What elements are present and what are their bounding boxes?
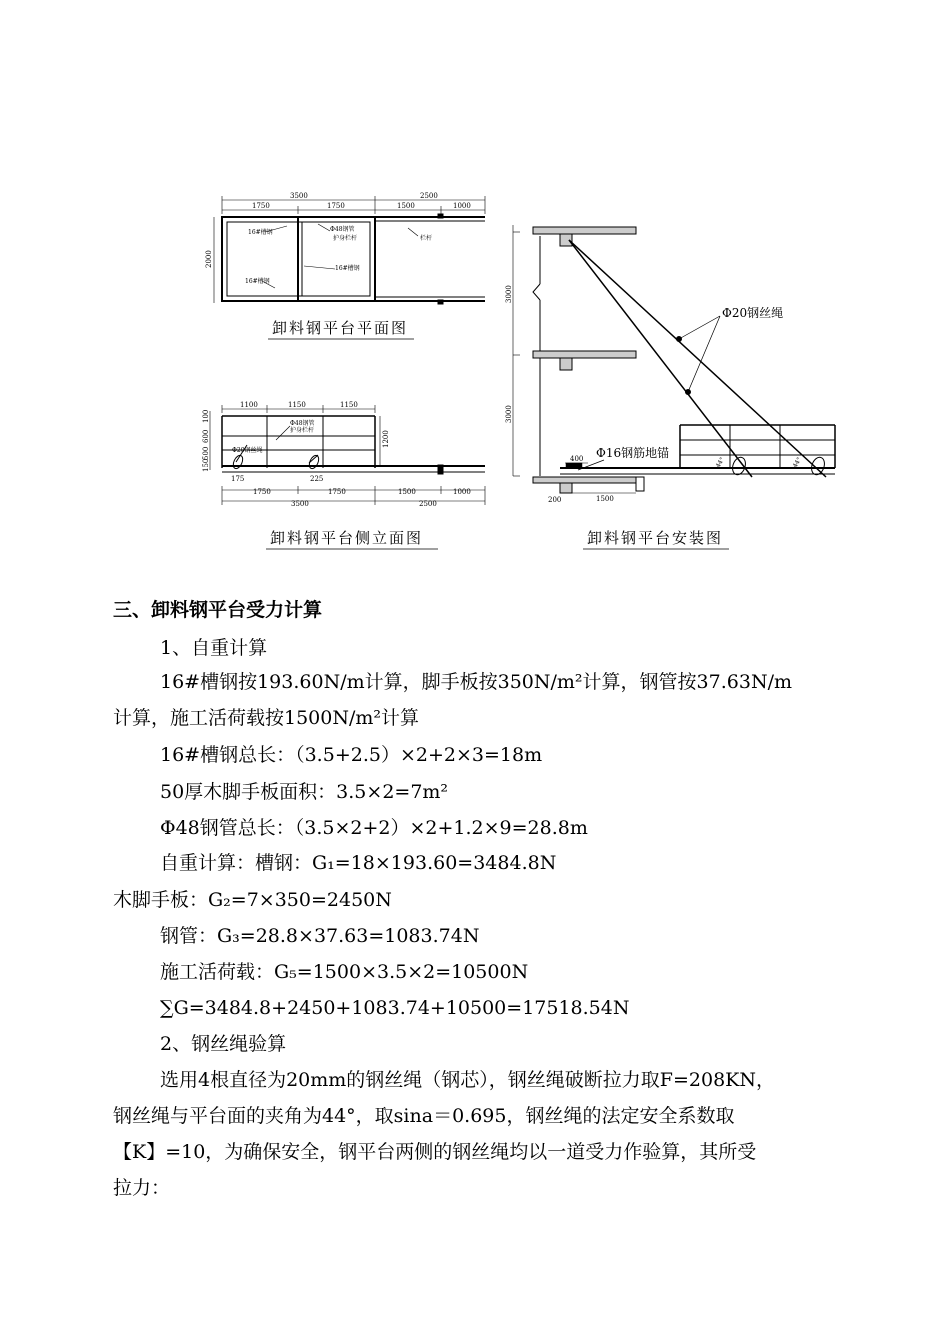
elev-dim-2500: 2500: [419, 500, 437, 508]
elev-dim-1100: 1100: [240, 401, 258, 409]
elev-dim-1000: 1000: [453, 488, 471, 496]
plan-dim-1000: 1000: [453, 202, 471, 210]
subsection-rope-check: 2、钢丝绳验算: [160, 1033, 287, 1055]
elev-dim-150: 150: [202, 458, 210, 472]
install-anchor-label: Φ16钢筋地锚: [596, 446, 670, 460]
elevation-caption: 卸料钢平台侧立面图: [270, 529, 424, 547]
plan-caption: 卸料钢平台平面图: [272, 319, 409, 337]
elev-dim-100: 100: [202, 409, 210, 423]
paragraph-1-line-2: 计算，施工活荷载按1500N/m²计算: [113, 707, 420, 729]
plan-dim-2000: 2000: [205, 250, 213, 268]
plan-dim-2500: 2500: [420, 192, 438, 200]
plan-dim-1750a: 1750: [252, 202, 270, 210]
plan-label-channel-2: 16#槽钢: [335, 265, 360, 272]
elev-dim-1750b: 1750: [328, 488, 346, 496]
elev-dim-500: 500: [202, 446, 210, 460]
paragraph-2-line-3: 【K】=10，为确保安全，钢平台两侧的钢丝绳均以一道受力作验算，其所受: [113, 1141, 757, 1163]
elev-label-guardrail: 护身栏杆: [290, 427, 315, 434]
plan-dim-1500: 1500: [397, 202, 415, 210]
paragraph-1-line-1: 16#槽钢按193.60N/m计算，脚手板按350N/m²计算，钢管按37.63N/m: [160, 671, 792, 693]
paragraph-2-line-1: 选用4根直径为20mm的钢丝绳（钢芯），钢丝绳破断拉力取F=208KN，: [160, 1069, 775, 1091]
channel-length: 16#槽钢总长：（3.5+2.5）×2+2×3=18m: [160, 744, 543, 766]
paragraph-2-line-2: 钢丝绳与平台面的夹角为44°，取sina＝0.695，钢丝绳的法定安全系数取: [113, 1105, 735, 1127]
elev-dim-175: 175: [231, 475, 245, 483]
elev-dim-600: 600: [202, 429, 210, 443]
install-dim-1500: 1500: [596, 495, 614, 503]
plan-dim-3500: 3500: [290, 192, 308, 200]
elev-dim-1750a: 1750: [253, 488, 271, 496]
drawings: [0, 0, 950, 580]
board-area: 50厚木脚手板面积：3.5×2=7m²: [160, 781, 449, 803]
section-title: 三、卸料钢平台受力计算: [113, 599, 323, 621]
elev-dim-1200: 1200: [382, 430, 390, 448]
install-dim-3000a: 3000: [505, 285, 513, 303]
weight-g1: 自重计算：槽钢：G₁=18×193.60=3484.8N: [160, 852, 557, 874]
elev-dim-225: 225: [310, 475, 324, 483]
plan-label-channel-1: 16#槽钢: [248, 229, 273, 236]
elev-dim-1150a: 1150: [288, 401, 306, 409]
elev-dim-1150b: 1150: [340, 401, 358, 409]
install-dim-3000b: 3000: [505, 405, 513, 423]
plan-view: [205, 192, 485, 339]
plan-label-guardrail: 护身栏杆: [333, 235, 358, 242]
plan-label-channel-3: 16#槽钢: [245, 278, 270, 285]
install-rope-label: Φ20钢丝绳: [722, 306, 784, 320]
weight-g5: 施工活荷载：G₅=1500×3.5×2=10500N: [160, 961, 529, 983]
elevation-view: [202, 401, 485, 549]
install-angle-1: 44°: [714, 456, 727, 469]
plan-dim-1750b: 1750: [327, 202, 345, 210]
elev-dim-1500: 1500: [398, 488, 416, 496]
plan-label-rail: 栏杆: [420, 235, 433, 242]
weight-g2: 木脚手板：G₂=7×350=2450N: [113, 889, 392, 911]
elev-label-rope: Φ20钢丝绳: [232, 447, 263, 454]
install-dim-400: 400: [570, 455, 584, 463]
plan-label-pipe: Φ48钢管: [330, 226, 355, 233]
elev-dim-3500: 3500: [291, 500, 309, 508]
install-angle-2: 44°: [791, 456, 804, 469]
weight-g3: 钢管：G₃=28.8×37.63=1083.74N: [160, 925, 480, 947]
pipe-length: Φ48钢管总长：（3.5×2+2）×2+1.2×9=28.8m: [160, 817, 588, 839]
elev-label-pipe: Φ48钢管: [290, 420, 315, 427]
weight-sum: ∑G=3484.8+2450+1083.74+10500=17518.54N: [160, 997, 630, 1019]
install-view: [505, 225, 835, 549]
install-caption: 卸料钢平台安装图: [587, 529, 724, 547]
subsection-selfweight: 1、自重计算: [160, 637, 268, 659]
install-dim-200: 200: [548, 496, 562, 504]
paragraph-2-line-4: 拉力：: [113, 1177, 171, 1199]
